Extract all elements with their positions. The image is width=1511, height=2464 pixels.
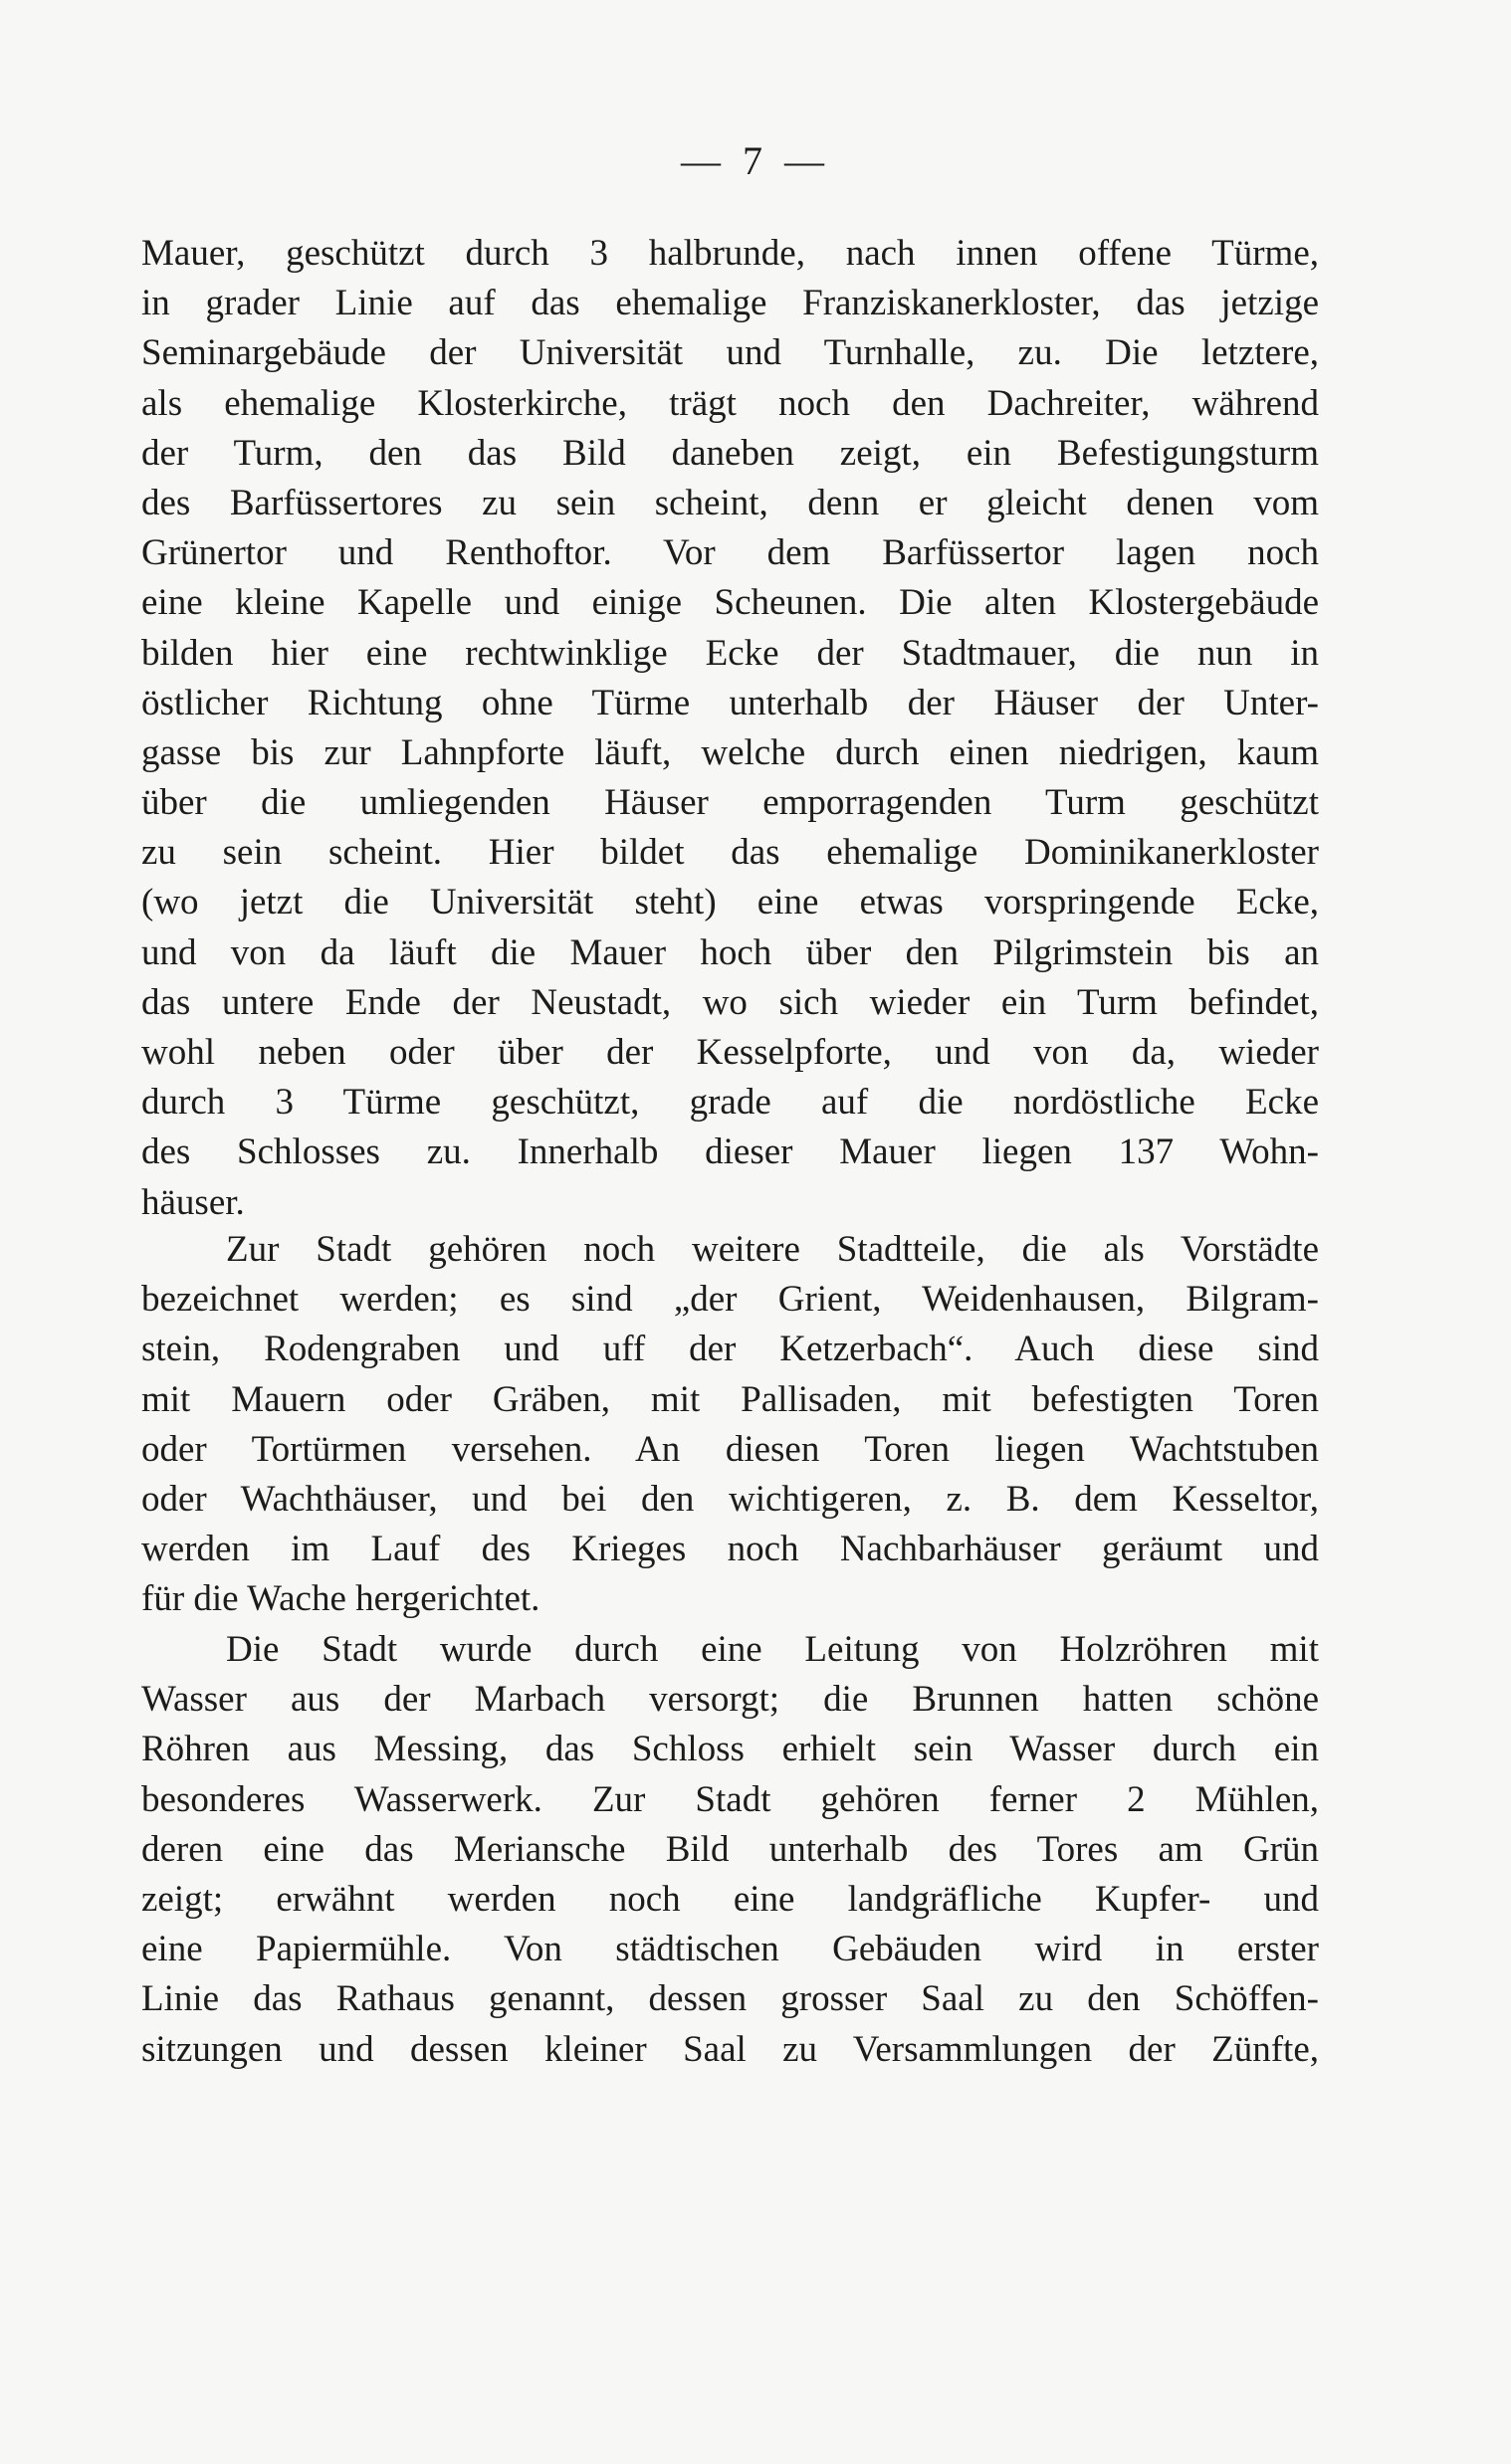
text-line: Grünertor und Renthoftor. Vor dem Barfüssertor lagen noch bbox=[141, 532, 1319, 574]
paragraph-water-supply bbox=[141, 1625, 1319, 2075]
text-line: stein, Rodengraben und uff der Ketzerbach“. Auch diese sind bbox=[141, 1329, 1319, 1370]
text-line: Die Stadt wurde durch eine Leitung von Holzröhren mit bbox=[226, 1629, 1319, 1670]
text-line: besonderes Wasserwerk. Zur Stadt gehören ferner 2 Mühlen, bbox=[141, 1778, 1319, 1820]
text-line: östlicher Richtung ohne Türme unterhalb der Häuser der Unter- bbox=[141, 682, 1319, 723]
text-line: für die Wache hergerichtet. bbox=[141, 1578, 540, 1620]
text-line: oder Wachthäuser, und bei den wichtigeren, z. B. dem Kesseltor, bbox=[141, 1478, 1319, 1520]
text-line: der Turm, den das Bild daneben zeigt, ein Befestigungsturm bbox=[141, 432, 1319, 474]
text-line: Wasser aus der Marbach versorgt; die Brunnen hatten schöne bbox=[141, 1679, 1319, 1721]
text-line: Zur Stadt gehören noch weitere Stadtteile, die als Vorstädte bbox=[226, 1229, 1319, 1270]
paragraph-suburbs bbox=[141, 1225, 1319, 1625]
text-line: zeigt; erwähnt werden noch eine landgräfliche Kupfer- und bbox=[141, 1878, 1319, 1920]
text-line: des Barfüssertores zu sein scheint, denn er gleicht denen vom bbox=[141, 482, 1319, 523]
text-line: und von da läuft die Mauer hoch über den Pilgrimstein bis an bbox=[141, 931, 1319, 973]
text-line: gasse bis zur Lahnpforte läuft, welche durch einen niedrigen, kaum bbox=[141, 731, 1319, 773]
text-line: wohl neben oder über der Kesselpforte, und von da, wieder bbox=[141, 1032, 1319, 1073]
text-line: sitzungen und dessen kleiner Saal zu Versammlungen der Zünfte, bbox=[141, 2028, 1319, 2070]
text-line: zu sein scheint. Hier bildet das ehemalige Dominikanerkloster bbox=[141, 832, 1319, 874]
text-line: bezeichnet werden; es sind „der Grient, Weidenhausen, Bilgram- bbox=[141, 1279, 1319, 1321]
text-line: über die umliegenden Häuser emporragenden Turm geschützt bbox=[141, 782, 1319, 824]
page-number: — 7 — bbox=[681, 138, 830, 183]
paragraph-city-wall bbox=[141, 229, 1319, 1228]
text-line: als ehemalige Klosterkirche, trägt noch den Dachreiter, während bbox=[141, 382, 1319, 424]
text-line: Röhren aus Messing, das Schloss erhielt sein Wasser durch ein bbox=[141, 1729, 1319, 1770]
text-line: Mauer, geschützt durch 3 halbrunde, nach innen offene Türme, bbox=[141, 233, 1319, 274]
text-line: oder Tortürmen versehen. An diesen Toren liegen Wachtstuben bbox=[141, 1428, 1319, 1470]
text-line: bilden hier eine rechtwinklige Ecke der Stadtmauer, die nun in bbox=[141, 632, 1319, 674]
text-line: häuser. bbox=[141, 1181, 245, 1223]
text-line: eine Papiermühle. Von städtischen Gebäuden wird in erster bbox=[141, 1929, 1319, 1970]
text-line: mit Mauern oder Gräben, mit Pallisaden, mit befestigten Toren bbox=[141, 1378, 1319, 1420]
text-line: Linie das Rathaus genannt, dessen grosser Saal zu den Schöffen- bbox=[141, 1978, 1319, 2020]
text-line: (wo jetzt die Universität steht) eine etwas vorspringende Ecke, bbox=[141, 882, 1319, 924]
text-line: werden im Lauf des Krieges noch Nachbarhäuser geräumt und bbox=[141, 1529, 1319, 1570]
text-line: in grader Linie auf das ehemalige Franziskanerkloster, das jetzige bbox=[141, 283, 1319, 324]
text-line: das untere Ende der Neustadt, wo sich wieder ein Turm befindet, bbox=[141, 981, 1319, 1023]
text-line: deren eine das Meriansche Bild unterhalb des Tores am Grün bbox=[141, 1828, 1319, 1870]
text-line: des Schlosses zu. Innerhalb dieser Mauer liegen 137 Wohn- bbox=[141, 1131, 1319, 1173]
text-line: eine kleine Kapelle und einige Scheunen. Die alten Klostergebäude bbox=[141, 582, 1319, 624]
text-line: Seminargebäude der Universität und Turnhalle, zu. Die letztere, bbox=[141, 332, 1319, 374]
text-line: durch 3 Türme geschützt, grade auf die nordöstliche Ecke bbox=[141, 1082, 1319, 1124]
